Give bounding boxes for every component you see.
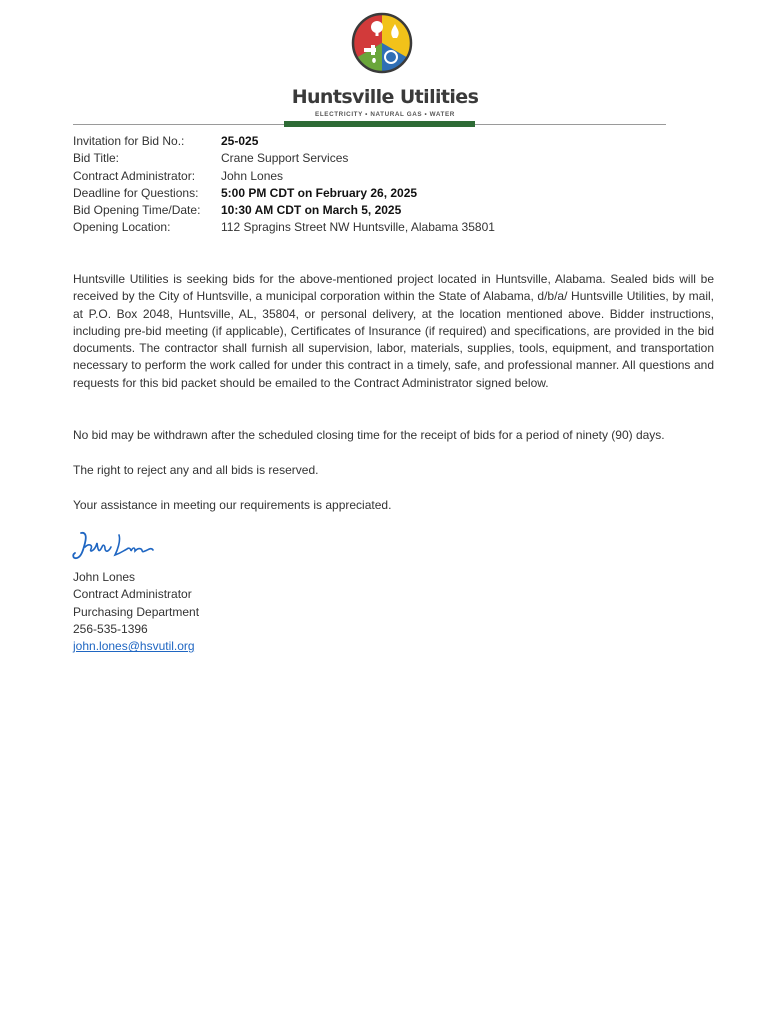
rejection-rights-paragraph: The right to reject any and all bids is reserved. (73, 463, 319, 477)
header-accent-bar (284, 121, 475, 127)
bid-number-row (73, 133, 495, 150)
signature-block (73, 569, 199, 655)
signer-department: Purchasing Department (73, 604, 200, 619)
signer-title: Contract Administrator (73, 587, 192, 602)
question-deadline-row (73, 185, 495, 202)
withdrawal-policy-paragraph: No bid may be withdrawn after the scheduled closing time for the receipt of bids for a period of ninety (90) days. (73, 428, 665, 442)
closing-paragraph: Your assistance in meeting our requirements is appreciated. (73, 498, 392, 512)
contract-administrator-row (73, 168, 495, 185)
question-deadline-value: 5:00 PM CDT on February 26, 2025 (221, 185, 418, 200)
brand-tagline: ELECTRICITY • NATURAL GAS • WATER (315, 111, 455, 118)
company-logo (290, 12, 480, 118)
contract-administrator-label: Contract Administrator: (73, 168, 196, 183)
bid-opening-label: Bid Opening Time/Date: (73, 203, 201, 218)
bid-description-paragraph: Huntsville Utilities is seeking bids for the above-mentioned project located in Huntsville, Alabama. Sealed bids will be received by the City of Huntsville, a municipal corporation within the State of Alabama, d/b/a/ Huntsville Utilities, by mail, at P.O. Box 2048, Huntsville, AL, 35804, or personal delivery, at the location mentioned above. Bidder instructions, including pre-bid meeting (if applicable), Certificates of Insurance (if required) and specifications, are provided in the bid documents. The contractor shall furnish all supervision, labor, materials, supplies, tools, equipment, and transportation necessary to perform the work called for under this contract in a timely, safe, and professional manner. All questions and requests for this bid packet should be emailed to the Contract Administrator signed below. (73, 272, 714, 390)
opening-location-row (73, 219, 495, 236)
handwritten-signature (71, 529, 159, 565)
signer-phone: 256-535-1396 (73, 621, 148, 636)
signer-name: John Lones (73, 570, 136, 584)
bid-number-value: 25-025 (221, 134, 259, 148)
bid-opening-row (73, 202, 495, 219)
bid-opening-value: 10:30 AM CDT on March 5, 2025 (221, 203, 402, 218)
bid-number-label: Invitation for Bid No.: (73, 134, 185, 148)
opening-location-value: 112 Spragins Street NW Huntsville, Alabama 35801 (221, 220, 495, 235)
opening-location-label: Opening Location: (73, 220, 171, 235)
utilities-emblem-icon (351, 12, 413, 74)
contract-administrator-value: John Lones (221, 168, 284, 183)
signer-email-link[interactable]: john.lones@hsvutil.org (73, 639, 195, 654)
bid-info-table (73, 133, 495, 237)
bid-title-label: Bid Title: (73, 151, 120, 166)
question-deadline-label: Deadline for Questions: (73, 185, 199, 200)
bid-title-row (73, 150, 495, 167)
brand-name: Huntsville Utilities (291, 86, 479, 108)
bid-title-value: Crane Support Services (221, 151, 349, 166)
